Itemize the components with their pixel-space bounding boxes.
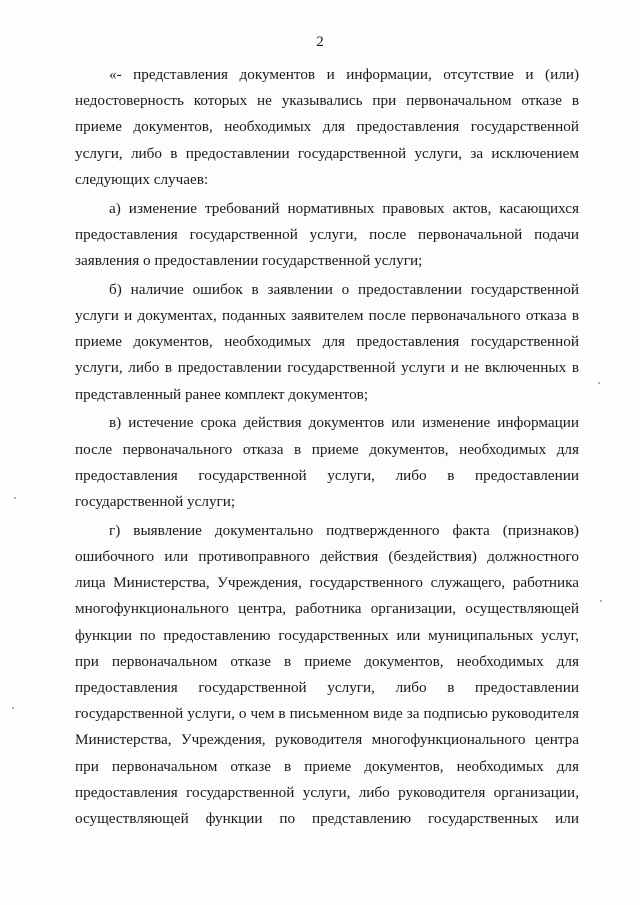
paragraph-v: в) истечение срока действия документов или изменение информации после первоначального отказа в приеме документов, необходимых для предоставления государственной услуги, либо в предоставлении государственной услуги; <box>75 414 579 511</box>
document-body <box>75 62 579 835</box>
scan-speck <box>14 497 16 499</box>
paragraph-b: б) наличие ошибок в заявлении о предоставлении государственной услуги и документах, поданных заявителем после первоначального отказа в приеме документов, необходимых для предоставления государственной услуги, либо в предоставлении государственной услуги и не включенных в представленный ранее комплект документов; <box>75 280 579 403</box>
page-number: 2 <box>316 34 324 50</box>
paragraph-g: г) выявление документально подтвержденного факта (признаков) ошибочного или противоправного действия (бездействия) должностного лица Министерства, Учреждения, государственного служащего, работника многофункционального центра, работника организации, осуществляющей функции по предоставлению государственных или муниципальных услуг, при первоначальном отказе в приеме документов, необходимых для предоставления государственной услуги, либо в предоставлении государственной услуги, о чем в письменном виде за подписью руководителя Министерства, Учреждения, руководителя многофункционального центра при первоначальном отказе в приеме документов, необходимых для предоставления государственной услуги, либо руководителя организации, осуществляющей функции по представлению государственных или <box>75 521 579 828</box>
paragraph-intro: «- представления документов и информации, отсутствие и (или) недостоверность которых не указывались при первоначальном отказе в приеме документов, необходимых для предоставления государственной услуги, либо в предоставлении государственной услуги, за исключением следующих случаев: <box>75 66 579 188</box>
paragraph-a: а) изменение требований нормативных правовых актов, касающихся предоставления государственной услуги, после первоначальной подачи заявления о предоставлении государственной услуги; <box>75 199 579 270</box>
scan-speck <box>12 707 14 709</box>
scan-speck <box>598 382 600 384</box>
scan-speck <box>600 600 602 602</box>
